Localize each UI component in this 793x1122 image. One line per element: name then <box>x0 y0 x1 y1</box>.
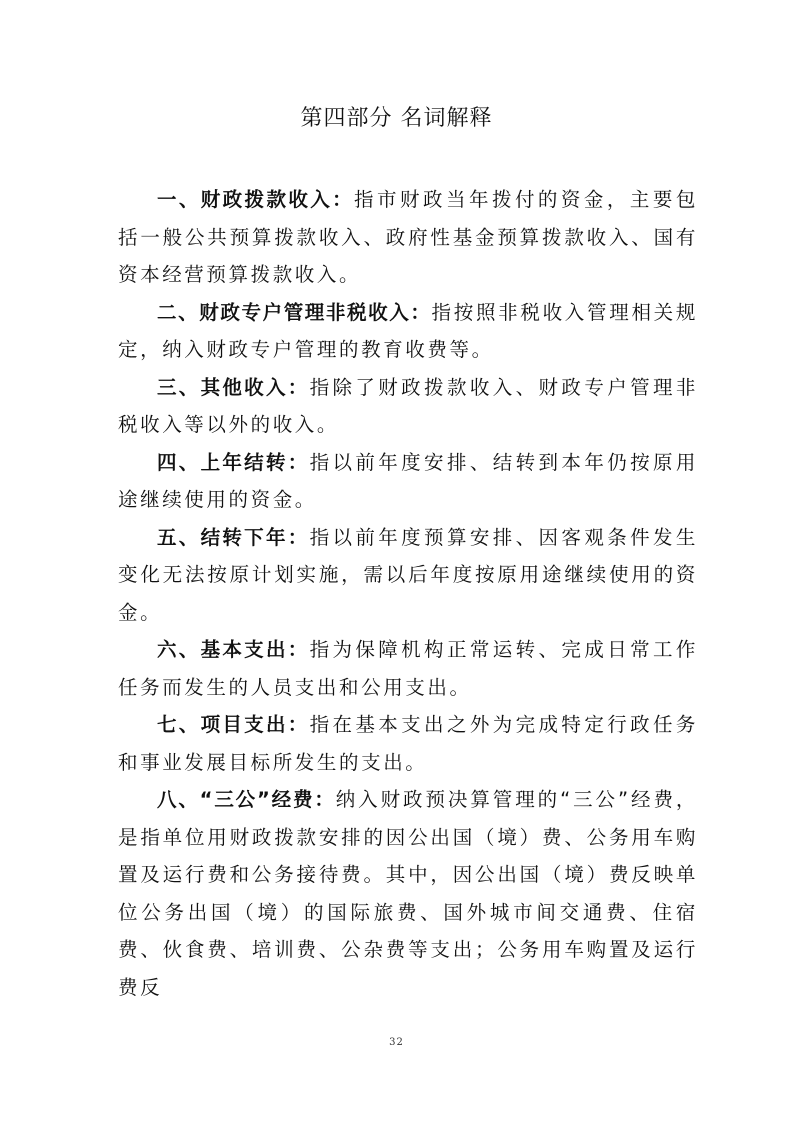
glossary-definition: 指按照非税收入管理相关规定，纳入财政专户管理的教育收费等。 <box>118 300 698 361</box>
glossary-definition: 指以前年度预算安排、因客观条件发生变化无法按原计划实施，需以后年度按原用途继续使用的资金。 <box>118 525 698 624</box>
page-title: 第四部分 名词解释 <box>300 106 493 131</box>
glossary-term: 二、财政专户管理非税收入： <box>157 300 432 324</box>
glossary-definition: 指为保障机构正常运转、完成日常工作任务而发生的人员支出和公用支出。 <box>118 638 698 699</box>
glossary-entry <box>118 294 698 369</box>
glossary-entry <box>118 781 698 1006</box>
glossary-entry <box>118 519 698 632</box>
glossary-definition: 纳入财政预决算管理的“三公”经费，是指单位用财政拨款安排的因公出国（境）费、公务用车购置及运行费和公务接待费。其中，因公出国（境）费反映单位公务出国（境）的国际旅费、国外城市间交通费、住宿费、伙食费、培训费、公杂费等支出；公务用车购置及运行费反 <box>118 788 699 999</box>
glossary-term: 四、上年结转： <box>157 450 310 474</box>
glossary-term: 七、项目支出： <box>157 713 310 736</box>
glossary-definition: 指市财政当年拨付的资金，主要包括一般公共预算拨款收入、政府性基金预算拨款收入、国有资本经营预算拨款收入。 <box>118 188 698 286</box>
glossary-definition: 指除了财政拨款收入、财政专户管理非税收入等以外的收入。 <box>118 375 698 436</box>
glossary-entry <box>118 181 698 294</box>
glossary-entry <box>118 444 698 519</box>
glossary-body <box>118 181 698 1006</box>
glossary-entry <box>118 706 698 781</box>
glossary-term: 三、其他收入： <box>157 375 310 399</box>
glossary-entry <box>118 369 698 444</box>
glossary-entry <box>118 631 698 706</box>
glossary-term: 八、“三公”经费： <box>157 788 336 811</box>
glossary-term: 六、基本支出： <box>157 638 310 661</box>
page-number: 32 <box>389 1037 404 1048</box>
glossary-term: 五、结转下年： <box>157 525 310 549</box>
glossary-term: 一、财政拨款收入： <box>157 188 355 211</box>
glossary-definition: 指在基本支出之外为完成特定行政任务和事业发展目标所发生的支出。 <box>118 713 698 774</box>
glossary-definition: 指以前年度安排、结转到本年仍按原用途继续使用的资金。 <box>118 450 698 511</box>
